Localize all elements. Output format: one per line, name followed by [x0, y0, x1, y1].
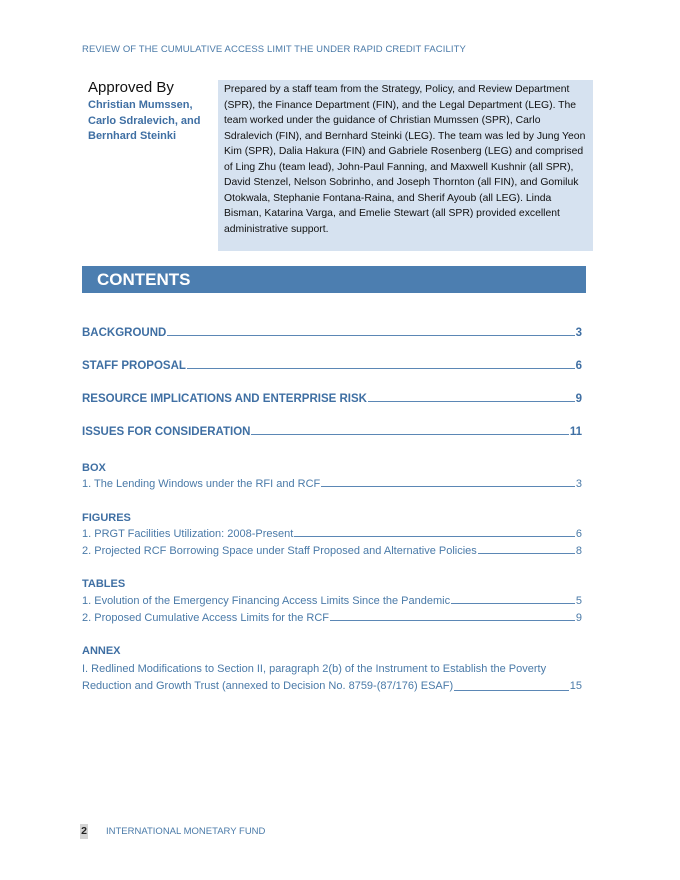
toc-figure-item-2[interactable]	[82, 545, 582, 557]
toc-entry-page: 15	[569, 679, 582, 692]
toc-entry-page: 5	[575, 595, 582, 607]
toc-entry-page: 6	[575, 360, 582, 372]
toc-entry-page: 9	[575, 393, 582, 405]
toc-annex-item-1[interactable]	[82, 661, 582, 694]
toc-entry-page: 3	[575, 478, 582, 490]
toc-table-item-1[interactable]	[82, 595, 582, 607]
toc-entry-page: 6	[575, 528, 582, 540]
approvers-names: Christian Mumssen, Carlo Sdralevich, and Bernhard Steinki	[88, 99, 201, 142]
dot-leader	[368, 400, 575, 402]
toc-entry-staff-proposal[interactable]	[82, 360, 582, 372]
dot-leader	[451, 602, 575, 604]
toc-entry-label: 2. Proposed Cumulative Access Limits for the RCF	[82, 612, 329, 624]
footer-organization: INTERNATIONAL MONETARY FUND	[106, 826, 266, 837]
box-heading: BOX	[82, 462, 106, 474]
toc-entry-label: 1. Evolution of the Emergency Financing Access Limits Since the Pandemic	[82, 595, 451, 607]
toc-entry-label: STAFF PROPOSAL	[82, 360, 186, 372]
toc-entry-page: 8	[575, 545, 582, 557]
toc-table-item-2[interactable]	[82, 612, 582, 624]
running-header: REVIEW OF THE CUMULATIVE ACCESS LIMIT THE UNDER RAPID CREDIT FACILITY	[82, 44, 466, 55]
toc-entry-page: 11	[569, 426, 582, 438]
toc-entry-page: 9	[575, 612, 582, 624]
toc-entry-label: RESOURCE IMPLICATIONS AND ENTERPRISE RISK	[82, 393, 367, 405]
dot-leader	[167, 334, 574, 336]
toc-box-item-1[interactable]	[82, 478, 582, 490]
page-number: 2	[81, 825, 87, 837]
toc-entry-background[interactable]	[82, 327, 582, 339]
dot-leader	[294, 535, 575, 537]
toc-entry-label-line1: I. Redlined Modifications to Section II, paragraph 2(b) of the Instrument to Establish the Poverty	[82, 663, 547, 675]
toc-entry-page: 3	[575, 327, 582, 339]
toc-entry-label: ISSUES FOR CONSIDERATION	[82, 426, 251, 438]
toc-entry-label: 2. Projected RCF Borrowing Space under Staff Proposed and Alternative Policies	[82, 545, 477, 557]
dot-leader	[321, 485, 575, 487]
toc-entry-label: BACKGROUND	[82, 327, 167, 339]
contents-heading: CONTENTS	[82, 266, 586, 293]
dot-leader	[187, 367, 575, 369]
toc-entry-issues-for-consideration[interactable]	[82, 426, 582, 438]
prepared-by-box: Prepared by a staff team from the Strategy, Policy, and Review Department (SPR), the Finance Department (FIN), and the Legal Department (LEG). The team worked under the guidance of Christian Mumssen (SPR), Carlo Sdralevich (FIN), and Bernhard Steinki (LEG). The team was led by Jung Yeon Kim (SPR), Dalia Hakura (FIN) and Gabriele Rosenberg (LEG) and comprised of Ling Zhu (team lead), John-Paul Fanning, and Maxwell Kushnir (all SPR), David Stenzel, Nelson Sobrinho, and Joseph Thornton (all FIN), and Gomiluk Otokwala, Stephanie Fontana-Raina, and Sherif Ayoub (all LEG). Linda Bisman, Katarina Varga, and Emelie Stewart (all SPR) provided excellent administrative support.	[218, 80, 593, 251]
dot-leader	[454, 689, 569, 691]
figures-heading: FIGURES	[82, 512, 131, 524]
dot-leader	[478, 552, 575, 554]
toc-entry-label: 1. The Lending Windows under the RFI and RCF	[82, 478, 321, 490]
toc-figure-item-1[interactable]	[82, 528, 582, 540]
approved-by-label: Approved By	[88, 79, 174, 96]
dot-leader	[330, 619, 575, 621]
tables-heading: TABLES	[82, 578, 126, 590]
toc-entry-label-line2: Reduction and Growth Trust (annexed to Decision No. 8759-(87/176) ESAF)	[82, 679, 454, 692]
annex-heading: ANNEX	[82, 645, 121, 657]
toc-entry-resource-implications[interactable]	[82, 393, 582, 405]
toc-entry-label: 1. PRGT Facilities Utilization: 2008-Present	[82, 528, 294, 540]
dot-leader	[251, 433, 568, 435]
